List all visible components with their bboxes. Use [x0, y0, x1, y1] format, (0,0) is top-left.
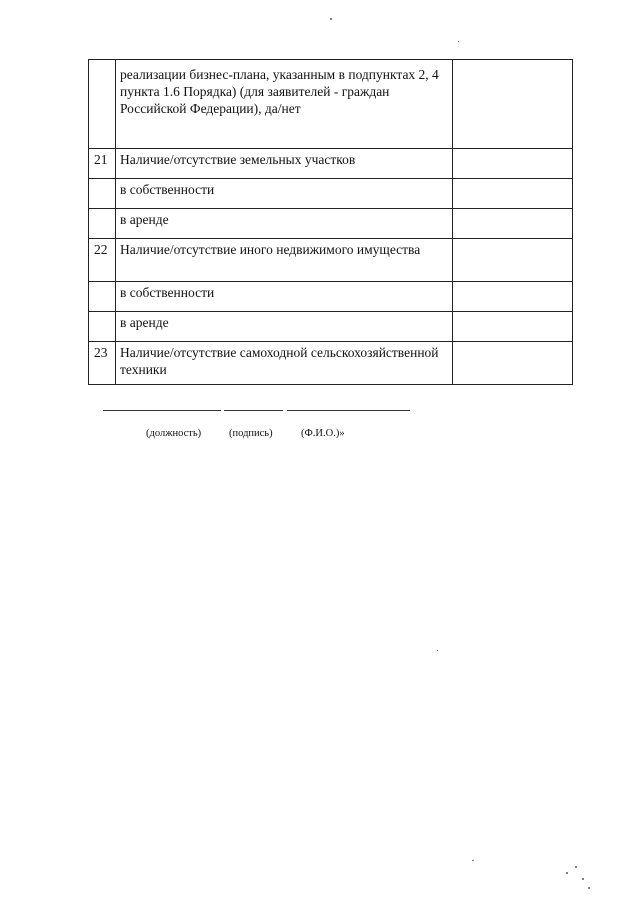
row-text: Наличие/отсутствие иного недвижимого имущества — [116, 239, 453, 282]
table-row — [89, 342, 573, 385]
row-value — [453, 149, 573, 179]
row-text: в собственности — [116, 282, 453, 312]
name-signature-line — [287, 410, 410, 411]
scan-speck — [582, 878, 584, 880]
scan-speck — [458, 41, 459, 42]
row-text: в аренде — [116, 312, 453, 342]
scan-speck — [437, 650, 438, 651]
row-value — [453, 312, 573, 342]
row-number: 23 — [89, 342, 116, 385]
row-text: в аренде — [116, 209, 453, 239]
table-row — [89, 282, 573, 312]
row-number — [89, 60, 116, 149]
row-number — [89, 179, 116, 209]
signature-line — [224, 410, 283, 411]
row-text: в собственности — [116, 179, 453, 209]
table-row — [89, 312, 573, 342]
row-value — [453, 282, 573, 312]
row-number: 22 — [89, 239, 116, 282]
row-number — [89, 282, 116, 312]
table-row — [89, 209, 573, 239]
table-row — [89, 179, 573, 209]
scan-speck — [566, 872, 568, 874]
row-value — [453, 342, 573, 385]
row-text: реализации бизнес-плана, указанным в подпунктах 2, 4 пункта 1.6 Порядка) (для заявителей - граждан Российской Федерации), да/нет — [116, 60, 453, 149]
table-row — [89, 239, 573, 282]
position-signature-line — [103, 410, 221, 411]
row-value — [453, 239, 573, 282]
row-text: Наличие/отсутствие земельных участков — [116, 149, 453, 179]
scan-speck — [588, 887, 590, 889]
row-text: Наличие/отсутствие самоходной сельскохозяйственной техники — [116, 342, 453, 385]
scan-speck — [575, 866, 577, 868]
row-value — [453, 60, 573, 149]
row-value — [453, 209, 573, 239]
scan-speck — [472, 860, 474, 861]
table-row — [89, 149, 573, 179]
row-number — [89, 209, 116, 239]
position-caption: (должность) — [146, 428, 202, 439]
signature-caption: (подпись) — [229, 428, 273, 439]
scan-speck — [330, 18, 332, 20]
row-number — [89, 312, 116, 342]
name-caption: (Ф.И.О.)» — [301, 428, 345, 439]
table-row — [89, 60, 573, 149]
row-number: 21 — [89, 149, 116, 179]
row-value — [453, 179, 573, 209]
info-table — [88, 59, 573, 385]
